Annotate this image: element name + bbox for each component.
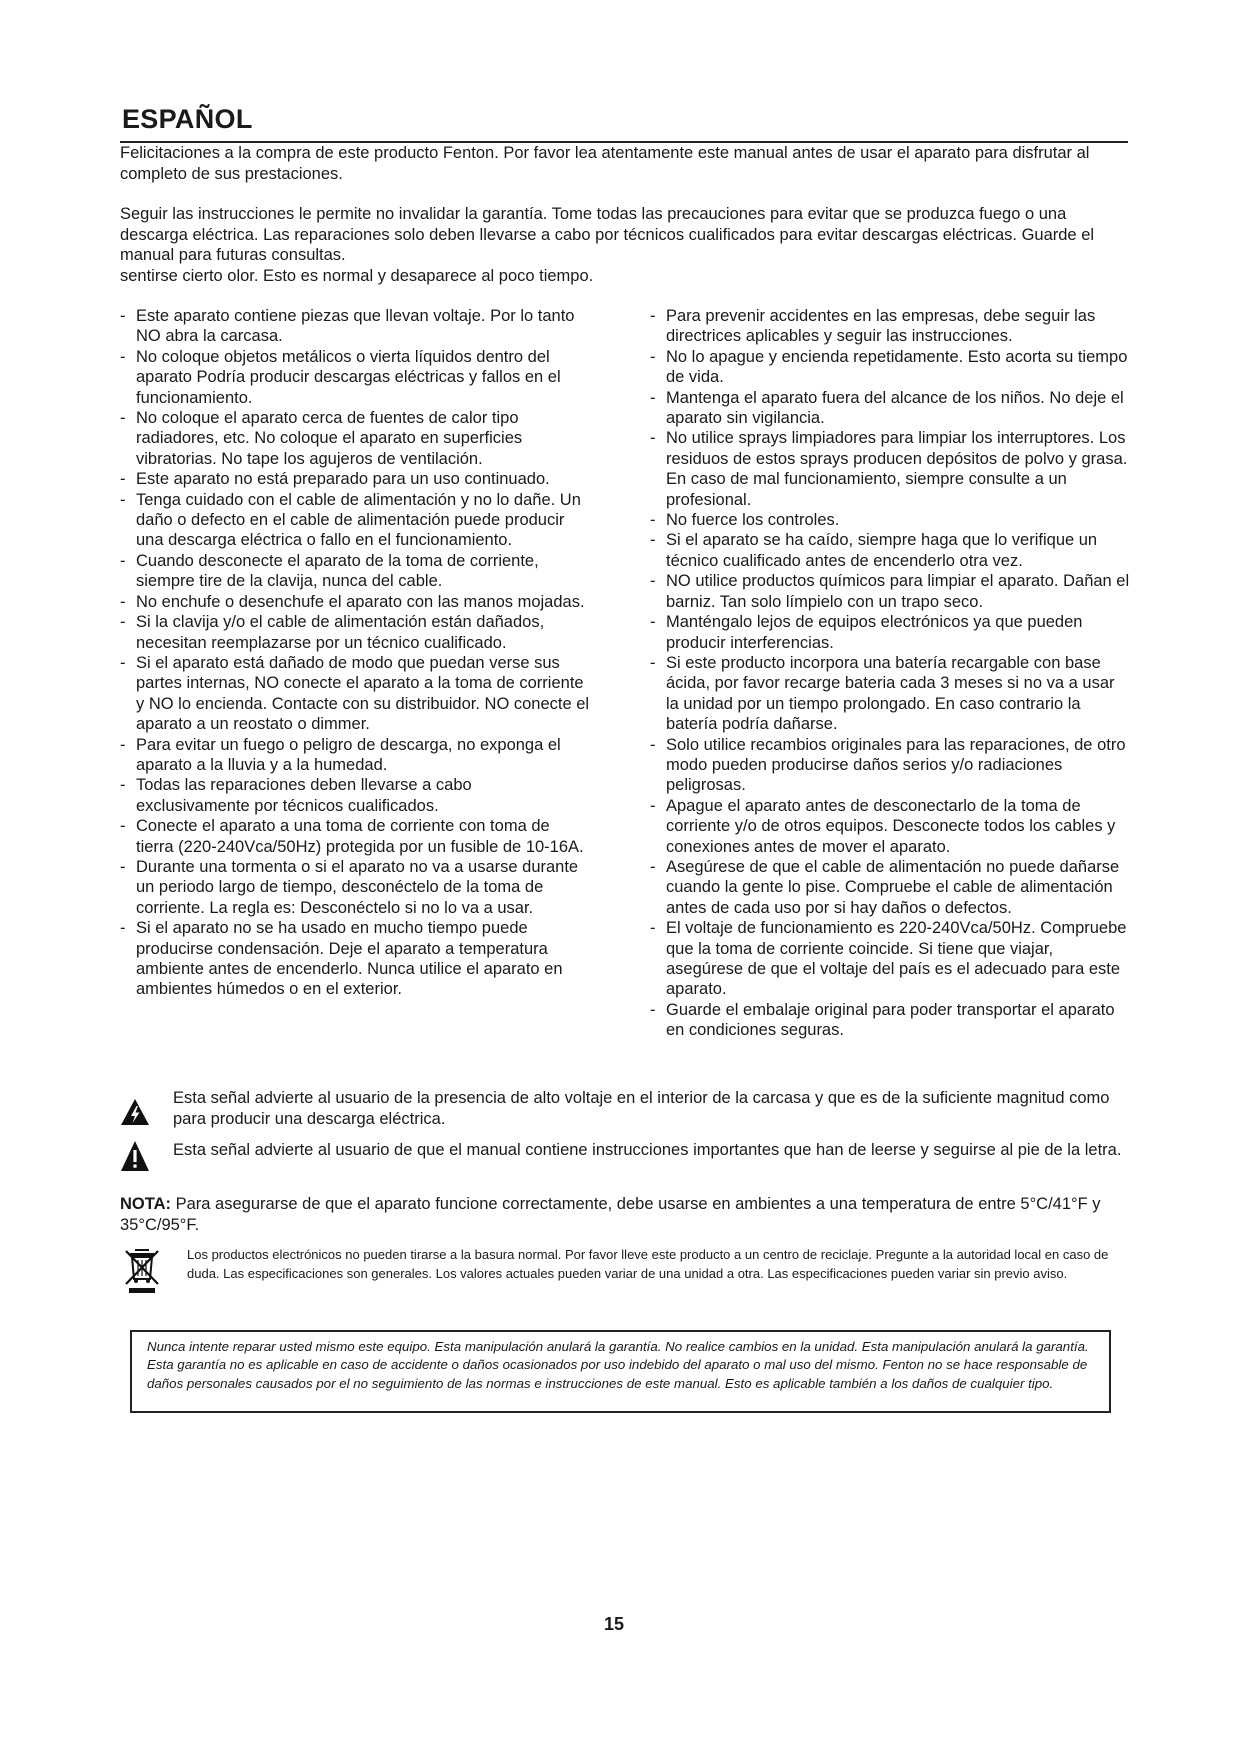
- list-item: - Tenga cuidado con el cable de alimentación y no lo dañe. Un daño o defecto en el cable de alimentación puede producir una descarga eléctrica o fallo en el funcionamiento.: [120, 490, 590, 551]
- list-item: - No fuerce los controles.: [650, 510, 1130, 530]
- list-item: - Guarde el embalaje original para poder transportar el aparato en condiciones seguras.: [650, 1000, 1130, 1041]
- safety-list-left: [120, 306, 590, 1000]
- intro-paragraph-1: Felicitaciones a la compra de este producto Fenton. Por favor lea atentamente este manual antes de usar el aparato para disfrutar al completo de sus prestaciones.: [120, 144, 1090, 183]
- read-instructions-text: Esta señal advierte al usuario de que el manual contiene instrucciones importantes que han de leerse y seguirse al pie de la letra.: [173, 1141, 1122, 1159]
- list-item: - Este aparato no está preparado para un uso continuado.: [120, 469, 590, 489]
- list-item: - Todas las reparaciones deben llevarse a cabo exclusivamente por técnicos cualificados.: [120, 775, 590, 816]
- list-item: - No enchufe o desenchufe el aparato con las manos mojadas.: [120, 592, 590, 612]
- list-item: - Este aparato contiene piezas que llevan voltaje. Por lo tanto NO abra la carcasa.: [120, 306, 590, 347]
- list-item: - NO utilice productos químicos para limpiar el aparato. Dañan el barniz. Tan solo límpielo con un trapo seco.: [650, 571, 1130, 612]
- list-item: - Si el aparato no se ha usado en mucho tiempo puede producirse condensación. Deje el aparato a temperatura ambiente antes de encenderlo. Nunca utilice el aparato en ambientes húmedos o en el exterior.: [120, 918, 590, 1000]
- note-label: NOTA:: [120, 1195, 172, 1213]
- list-item: - Manténgalo lejos de equipos electrónicos ya que pueden producir interferencias.: [650, 612, 1130, 653]
- recycling-text: Los productos electrónicos no pueden tirarse a la basura normal. Por favor lleve este producto a un centro de reciclaje. Pregunte a la autoridad local en caso de duda. Las especificaciones son generales. Los valores actuales pueden variar de una unidad a otra. Las especificaciones pueden variar sin previo aviso.: [187, 1247, 1109, 1281]
- high-voltage-text: Esta señal advierte al usuario de la presencia de alto voltaje en el interior de la carcasa y que es de la suficiente magnitud como para producir una descarga eléctrica.: [173, 1089, 1110, 1128]
- page-title: ESPAÑOL: [122, 104, 253, 134]
- lightning-warning-icon: [120, 1098, 150, 1132]
- list-item: - Si el aparato está dañado de modo que puedan verse sus partes internas, NO conecte el aparato a la toma de corriente y NO lo encienda. Contacte con su distribuidor. NO conecte el aparato a un reostato o dimmer.: [120, 653, 590, 735]
- list-item: - Si este producto incorpora una batería recargable con base ácida, por favor recarge bateria cada 3 meses si no va a usar la unidad por un tiempo prolongado. En caso contrario la batería podría dañarse.: [650, 653, 1130, 735]
- exclamation-warning-icon: [120, 1140, 150, 1178]
- list-item: - El voltaje de funcionamiento es 220-240Vca/50Hz. Compruebe que la toma de corriente coincide. Si tiene que viajar, asegúrese de que el voltaje del país es el adecuado para este aparato.: [650, 918, 1130, 1000]
- list-item: - Asegúrese de que el cable de alimentación no puede dañarse cuando la gente lo pise. Compruebe el cable de alimentación antes de cada uso por si hay daños o defectos.: [650, 857, 1130, 918]
- list-item: - Apague el aparato antes de desconectarlo de la toma de corriente y/o de otros equipos. Desconecte todos los cables y conexiones antes de mover el aparato.: [650, 796, 1130, 857]
- list-item: - Si la clavija y/o el cable de alimentación están dañados, necesitan reemplazarse por un técnico cualificado.: [120, 612, 590, 653]
- list-item: - No coloque objetos metálicos o vierta líquidos dentro del aparato Podría producir descargas eléctricas y fallos en el funcionamiento.: [120, 347, 590, 408]
- list-item: - No coloque el aparato cerca de fuentes de calor tipo radiadores, etc. No coloque el aparato en superficies vibratorias. No tape los agujeros de ventilación.: [120, 408, 590, 469]
- intro-paragraph-3: sentirse cierto olor. Esto es normal y desaparece al poco tiempo.: [120, 266, 594, 285]
- list-item: - No utilice sprays limpiadores para limpiar los interruptores. Los residuos de estos sprays producen depósitos de polvo y grasa. En caso de mal funcionamiento, siempre consulte a un profesional.: [650, 428, 1130, 510]
- page-number: 15: [604, 1614, 625, 1634]
- safety-list-right: [650, 306, 1130, 1041]
- crossed-bin-icon: [124, 1248, 160, 1299]
- intro-paragraph-2: Seguir las instrucciones le permite no invalidar la garantía. Tome todas las precauciones para evitar que se produzca fuego o una descarga eléctrica. Las reparaciones solo deben llevarse a cabo por técnicos cualificados para evitar descargas eléctricas. Guarde el manual para futuras consultas.: [120, 205, 1095, 264]
- list-item: - Para evitar un fuego o peligro de descarga, no exponga el aparato a la lluvia y a la humedad.: [120, 735, 590, 776]
- list-item: - No lo apague y encienda repetidamente. Esto acorta su tiempo de vida.: [650, 347, 1130, 388]
- list-item: - Cuando desconecte el aparato de la toma de corriente, siempre tire de la clavija, nunca del cable.: [120, 551, 590, 592]
- list-item: - Para prevenir accidentes en las empresas, debe seguir las directrices aplicables y seguir las instrucciones.: [650, 306, 1130, 347]
- list-item: - Si el aparato se ha caído, siempre haga que lo verifique un técnico cualificado antes de encenderlo otra vez.: [650, 530, 1130, 571]
- list-item: - Conecte el aparato a una toma de corriente con toma de tierra (220-240Vca/50Hz) protegida por un fusible de 10-16A.: [120, 816, 590, 857]
- intro-section: [120, 143, 1130, 286]
- note-text: Para asegurarse de que el aparato funcione correctamente, debe usarse en ambientes a una temperatura de entre 5°C/41°F y 35°C/95°F.: [120, 1195, 1101, 1234]
- list-item: - Durante una tormenta o si el aparato no va a usarse durante un periodo largo de tiempo, desconéctelo de la toma de corriente. La regla es: Desconéctelo si no lo va a usar.: [120, 857, 590, 918]
- list-item: - Solo utilice recambios originales para las reparaciones, de otro modo pueden producirse daños serios y/o radiaciones peligrosas.: [650, 735, 1130, 796]
- list-item: - Mantenga el aparato fuera del alcance de los niños. No deje el aparato sin vigilancia.: [650, 388, 1130, 429]
- temperature-note: [120, 1194, 1130, 1235]
- warranty-disclaimer: Nunca intente reparar usted mismo este equipo. Esta manipulación anulará la garantía. No realice cambios en la unidad. Esta manipulación anulará la garantía. Esta garantía no es aplicable en caso de accidente o daños ocasionados por uso indebido del aparato o mal uso del mismo. Fenton no se hace responsable de daños personales causados por el no seguimiento de las normas e instrucciones de este manual. Esto es aplicable también a los daños de cualquier tipo.: [130, 1330, 1111, 1413]
